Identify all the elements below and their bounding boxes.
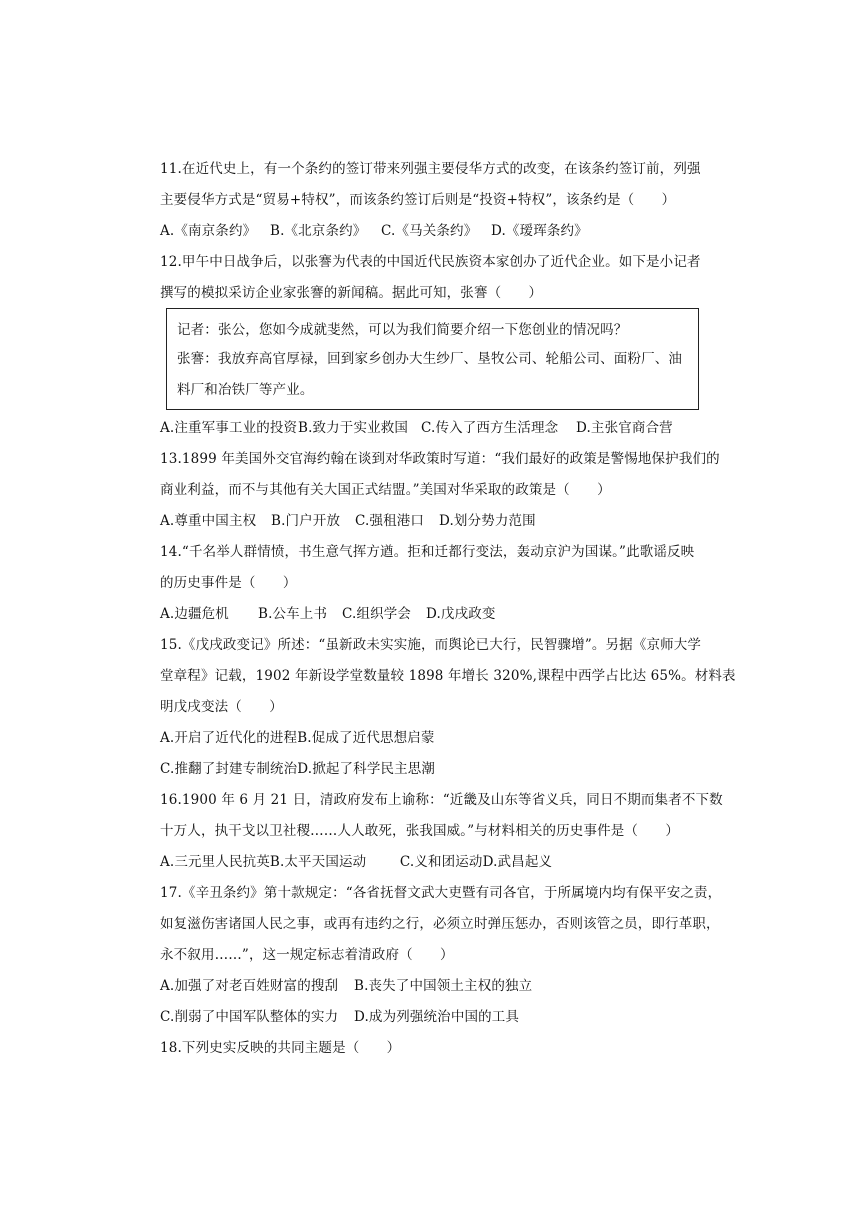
q15-stem-line-1: 15.《戊戌政变记》所述：“虽新政未实实施，而舆论已大行，民智骤增”。另据《京师大学 <box>160 637 702 653</box>
q13-option-c: C.强租港口 <box>355 513 425 529</box>
q16-option-a: A.三元里人民抗英 <box>160 854 270 870</box>
interview-line-3: 料厂和冶铁厂等产业。 <box>177 382 314 398</box>
q11-option-d: D.《瑷珲条约》 <box>491 223 588 239</box>
q17-option-b: B.丧失了中国领土主权的独立 <box>354 978 533 994</box>
q14-option-b: B.公车上书 <box>258 606 328 622</box>
q11-options <box>160 222 588 240</box>
interview-line-1: 记者：张公，您如今成就斐然，可以为我们简要介绍一下您创业的情况吗？ <box>177 322 628 338</box>
q11-option-c: C.《马关条约》 <box>381 223 478 239</box>
q11-stem-line-2: 主要侵华方式是“贸易+特权”，而该条约签订后则是“投资+特权”，该条约是（ ） <box>160 192 676 208</box>
q12-option-b: B.致力于实业救国 <box>298 420 409 436</box>
q14-options <box>160 605 496 623</box>
q12-option-d: D.主张官商合营 <box>576 420 673 436</box>
q18-stem-line-1: 18.下列史实反映的共同主题是（ ） <box>160 1040 401 1056</box>
q15-options-row-2 <box>160 760 435 778</box>
q13-options <box>160 512 536 530</box>
q15-option-a: A.开启了近代化的进程 <box>160 730 298 746</box>
q14-option-d: D.戊戌政变 <box>426 606 496 622</box>
q13-stem-line-1: 13.1899 年美国外交官海约翰在谈到对华政策时写道：“我们最好的政策是警惕地保护我们的 <box>160 451 720 467</box>
q16-stem-line-2: 十万人，执干戈以卫社稷……人人敢死，张我国威。”与材料相关的历史事件是（ ） <box>160 823 680 839</box>
q14-option-c: C.组织学会 <box>342 606 412 622</box>
q12-option-a: A.注重军事工业的投资 <box>160 420 298 436</box>
q17-option-d: D.成为列强统治中国的工具 <box>354 1009 520 1025</box>
q12-option-c: C.传入了西方生活理念 <box>421 420 559 436</box>
q15-stem-line-2: 堂章程》记载，1902 年新设学堂数量较 1898 年增长 320%,课程中西学占比达 65%。材料表 <box>160 668 736 684</box>
q16-option-d: D.武昌起义 <box>482 854 553 870</box>
q13-option-a: A.尊重中国主权 <box>160 513 257 529</box>
q17-stem-line-3: 永不叙用……”，这一规定标志着清政府（ ） <box>160 947 454 963</box>
q13-stem-line-2: 商业利益，而不与其他有关大国正式结盟。”美国对华采取的政策是（ ） <box>160 482 611 498</box>
q14-stem-line-2: 的历史事件是（ ） <box>160 575 297 591</box>
q15-option-d: D.掀起了科学民主思潮 <box>297 761 436 777</box>
q15-options-row-1 <box>160 729 435 747</box>
q11-option-a: A.《南京条约》 <box>160 223 257 239</box>
q13-option-b: B.门户开放 <box>271 513 341 529</box>
q17-options-row-2 <box>160 1008 519 1026</box>
q17-option-c: C.削弱了中国军队整体的实力 <box>160 1009 339 1025</box>
q15-stem-line-3: 明戊戌变法（ ） <box>160 699 283 715</box>
q12-stem-line-1: 12.甲午中日战争后，以张謇为代表的中国近代民族资本家创办了近代企业。如下是小记者 <box>160 254 701 270</box>
q13-option-d: D.划分势力范围 <box>439 513 536 529</box>
q16-option-c: C.义和团运动 <box>399 854 483 870</box>
q17-options-row-1 <box>160 977 532 995</box>
q16-option-b: B.太平天国运动 <box>269 854 367 870</box>
q12-stem-line-2: 撰写的模拟采访企业家张謇的新闻稿。据此可知，张謇（ ） <box>160 285 543 301</box>
q14-stem-line-1: 14.“千名举人群情愤，书生意气挥方遒。拒和迁都行变法，轰动京沪为国谋。”此歌谣反映 <box>160 544 695 560</box>
q16-options <box>160 853 552 871</box>
interview-line-2: 张謇：我放弃高官厚禄，回到家乡创办大生纱厂、垦牧公司、轮船公司、面粉厂、油 <box>177 351 683 367</box>
q11-option-b: B.《北京条约》 <box>270 223 367 239</box>
q17-stem-line-1: 17.《辛丑条约》第十款规定：“各省抚督文武大吏暨有司各官，于所属境内均有保平安之责， <box>160 885 722 901</box>
q17-stem-line-2: 如复滋伤害诸国人民之事，或再有违约之行，必须立时弹压惩办，否则该管之员，即行革职， <box>160 916 720 932</box>
q12-options <box>160 419 673 437</box>
q16-stem-line-1: 16.1900 年 6 月 21 日，清政府发布上谕称：“近畿及山东等省义兵，同日不期而集者不下数 <box>160 792 723 808</box>
q14-option-a: A.边疆危机 <box>160 606 229 622</box>
q15-option-c: C.推翻了封建专制统治 <box>160 761 298 777</box>
q17-option-a: A.加强了对老百姓财富的搜刮 <box>160 978 339 994</box>
q11-stem-line-1: 11.在近代史上，有一个条约的签订带来列强主要侵华方式的改变，在该条约签订前，列强 <box>160 161 701 177</box>
q15-option-b: B.促成了近代思想启蒙 <box>297 730 435 746</box>
